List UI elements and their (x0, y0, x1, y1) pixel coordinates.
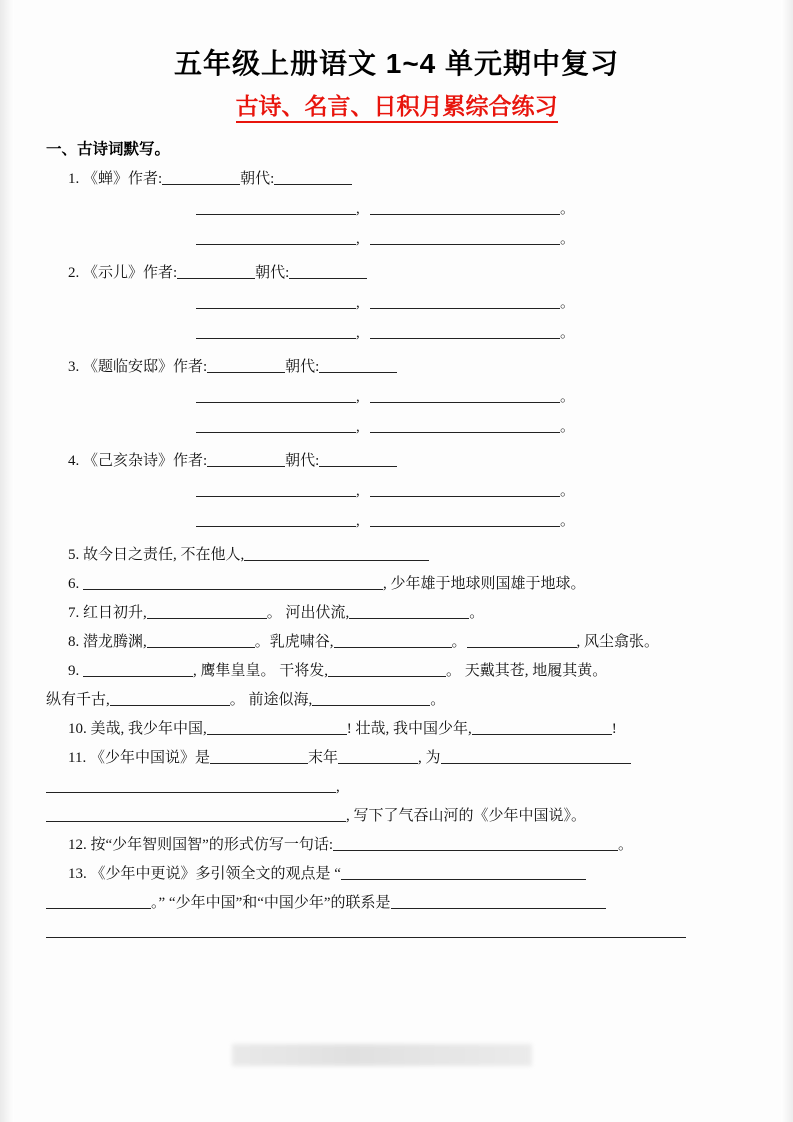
question-7-text-mid: 。 河出伏流, (266, 605, 350, 621)
question-13 (46, 860, 747, 889)
poem-3-number: 3. (68, 359, 80, 375)
question-11 (46, 744, 747, 773)
question-8 (46, 628, 747, 657)
question-13-line-2 (46, 889, 747, 918)
poem-4-author-blank[interactable] (207, 451, 285, 467)
question-10 (46, 715, 747, 744)
poem-4-dynasty-blank[interactable] (319, 451, 397, 467)
poem-2-number: 2. (68, 265, 80, 281)
poem-3-dynasty-blank[interactable] (319, 357, 397, 373)
question-8-text-mid2: 。 (451, 634, 467, 650)
question-6-tail: , 少年雄于地球则国雄于地球。 (383, 576, 586, 592)
page-title: 五年级上册语文 1~4 单元期中复习 (173, 48, 620, 79)
poem-2-author-blank[interactable] (177, 263, 255, 279)
poem-4-header (46, 447, 747, 476)
poem-1-line-b-blank-1[interactable] (196, 229, 356, 245)
poem-2-line-a-blank-2[interactable] (370, 293, 560, 309)
poem-3-line-b-blank-2[interactable] (370, 417, 560, 433)
poem-2-line-a-blank-1[interactable] (196, 293, 356, 309)
poem-1-dynasty-blank[interactable] (274, 169, 352, 185)
question-8-text-a: 潜龙腾渊, (83, 634, 147, 650)
question-9-text-a: , 鹰隼皇皇。 干将发, (193, 663, 329, 679)
poem-4-line-b-blank-1[interactable] (196, 511, 356, 527)
poem-2-line-a-end: 。 (560, 295, 576, 311)
poem-1-prompt-mid: 朝代: (240, 171, 275, 187)
question-13-text-a: 《少年中更说》多引领全文的观点是 “ (90, 866, 341, 882)
question-12-end: 。 (618, 837, 634, 853)
section-heading-1: 一、古诗词默写。 (46, 141, 171, 158)
poem-1-line-b-end: 。 (560, 231, 576, 247)
poem-2-line-b-blank-2[interactable] (370, 323, 560, 339)
poem-4-line-b-punct: , (356, 513, 360, 529)
question-6-blank[interactable] (83, 574, 383, 590)
question-8-blank-3[interactable] (467, 632, 577, 648)
question-11-blank-1[interactable] (210, 748, 308, 764)
page-subtitle (46, 88, 747, 121)
question-8-blank-1[interactable] (147, 632, 255, 648)
question-11-blank-2[interactable] (338, 748, 418, 764)
poem-2-prompt-mid: 朝代: (255, 265, 290, 281)
question-9-blank-1[interactable] (83, 661, 193, 677)
question-11-line2-end: , (336, 779, 340, 795)
poem-1-line-a-blank-1[interactable] (196, 199, 356, 215)
question-10-blank-2[interactable] (472, 719, 612, 735)
question-7-blank-1[interactable] (147, 603, 267, 619)
question-10-number: 10. (68, 721, 87, 737)
poem-1-header (46, 165, 747, 194)
question-7-text-a: 红日初升, (83, 605, 147, 621)
question-11-text-mid: 末年 (307, 750, 338, 766)
question-9-line2-a: 纵有千古, (46, 692, 110, 708)
poem-1-line-b-blank-2[interactable] (370, 229, 560, 245)
poem-3-prompt-mid: 朝代: (285, 359, 320, 375)
poem-3-line-a-blank-2[interactable] (370, 387, 560, 403)
question-8-text-end: , 风尘翕张。 (576, 634, 660, 650)
poem-3-line-b-blank-1[interactable] (196, 417, 356, 433)
question-6-number: 6. (68, 576, 80, 592)
question-12-text: 按“少年智则国智”的形式仿写一句话: (90, 837, 333, 853)
question-11-text-a: 《少年中国说》是 (89, 750, 210, 766)
poem-1-line-b-punct: , (356, 231, 360, 247)
page-subtitle-text: 古诗、名言、日积月累综合练习 (236, 93, 558, 123)
question-9-text-mid: 。 天戴其苍, 地履其黄。 (446, 663, 608, 679)
question-10-text-end: ! (611, 721, 617, 737)
poem-3-line-a-end: 。 (560, 389, 576, 405)
poem-1-line-b (46, 224, 747, 254)
question-7-number: 7. (68, 605, 80, 621)
question-10-text-mid: ! 壮哉, 我中国少年, (346, 721, 472, 737)
question-11-number: 11. (68, 750, 87, 766)
question-9-blank-4[interactable] (312, 690, 430, 706)
poem-2-line-b-end: 。 (560, 325, 576, 341)
question-8-number: 8. (68, 634, 80, 650)
question-11-blank-4[interactable] (46, 777, 336, 793)
question-9 (46, 657, 747, 686)
question-11-line-3 (46, 802, 747, 831)
poem-4-prompt-mid: 朝代: (285, 453, 320, 469)
question-13-number: 13. (68, 866, 87, 882)
question-12-blank[interactable] (333, 835, 618, 851)
poem-3-header (46, 353, 747, 382)
poem-1-prompt-open: 《蝉》作者: (83, 171, 163, 187)
poem-3-line-b-end: 。 (560, 419, 576, 435)
poem-3-prompt-open: 《题临安邸》作者: (83, 359, 208, 375)
question-13-line2-a: 。” “少年中国”和“中国少年”的联系是 (151, 895, 391, 911)
poem-3-line-b (46, 412, 747, 442)
poem-4-line-a-punct: , (356, 483, 360, 499)
question-7 (46, 599, 747, 628)
poem-4-line-b (46, 506, 747, 536)
poem-4-line-a-blank-1[interactable] (196, 481, 356, 497)
question-12 (46, 831, 747, 860)
poem-2-line-b-punct: , (356, 325, 360, 341)
question-13-blank-4[interactable] (46, 922, 686, 938)
poem-2-dynasty-blank[interactable] (289, 263, 367, 279)
question-13-blank-2[interactable] (46, 893, 151, 909)
poem-4-line-b-end: 。 (560, 513, 576, 529)
question-11-text-mid2: , 为 (417, 750, 441, 766)
question-12-number: 12. (68, 837, 87, 853)
poem-2-line-b (46, 318, 747, 348)
poem-4-line-a-blank-2[interactable] (370, 481, 560, 497)
question-9-blank-2[interactable] (328, 661, 446, 677)
question-13-blank-1[interactable] (341, 864, 586, 880)
poem-4-line-a (46, 476, 747, 506)
poem-1-line-a (46, 194, 747, 224)
question-5-text: 故今日之责任, 不在他人, (83, 547, 245, 563)
poem-3-author-blank[interactable] (207, 357, 285, 373)
question-13-line-3 (46, 918, 747, 947)
question-11-blank-5[interactable] (46, 806, 346, 822)
question-6 (46, 570, 747, 599)
question-7-blank-2[interactable] (349, 603, 469, 619)
question-9-line-2 (46, 686, 747, 715)
poem-2-header (46, 259, 747, 288)
question-8-text-mid: 。乳虎啸谷, (254, 634, 334, 650)
question-9-line2-mid: 。 前途似海, (229, 692, 313, 708)
question-5-number: 5. (68, 547, 80, 563)
question-10-blank-1[interactable] (207, 719, 347, 735)
poem-1-number: 1. (68, 171, 80, 187)
question-5-blank[interactable] (244, 545, 429, 561)
poem-2-line-a-punct: , (356, 295, 360, 311)
poem-4-prompt-open: 《己亥杂诗》作者: (83, 453, 208, 469)
poem-3-line-b-punct: , (356, 419, 360, 435)
poem-4-number: 4. (68, 453, 80, 469)
question-11-blank-3[interactable] (441, 748, 631, 764)
question-9-line2-end: 。 (430, 692, 446, 708)
poem-1-line-a-end: 。 (560, 201, 576, 217)
watermark-blur (232, 1044, 532, 1066)
question-11-line3-end: , 写下了气吞山河的《少年中国说》。 (346, 808, 587, 824)
poem-2-line-b-blank-1[interactable] (196, 323, 356, 339)
poem-3-line-a (46, 382, 747, 412)
question-9-blank-3[interactable] (110, 690, 230, 706)
question-8-blank-2[interactable] (334, 632, 452, 648)
poem-4-line-a-end: 。 (560, 483, 576, 499)
question-13-blank-3[interactable] (391, 893, 606, 909)
question-9-number: 9. (68, 663, 80, 679)
question-5 (46, 541, 747, 570)
poem-2-line-a (46, 288, 747, 318)
poem-4-line-b-blank-2[interactable] (370, 511, 560, 527)
poem-2-prompt-open: 《示儿》作者: (83, 265, 178, 281)
poem-1-author-blank[interactable] (162, 169, 240, 185)
poem-3-line-a-punct: , (356, 389, 360, 405)
poem-1-line-a-blank-2[interactable] (370, 199, 560, 215)
question-7-text-end: 。 (469, 605, 485, 621)
poem-1-line-a-punct: , (356, 201, 360, 217)
question-10-text-a: 美哉, 我少年中国, (90, 721, 207, 737)
question-11-line-2 (46, 773, 747, 802)
poem-3-line-a-blank-1[interactable] (196, 387, 356, 403)
